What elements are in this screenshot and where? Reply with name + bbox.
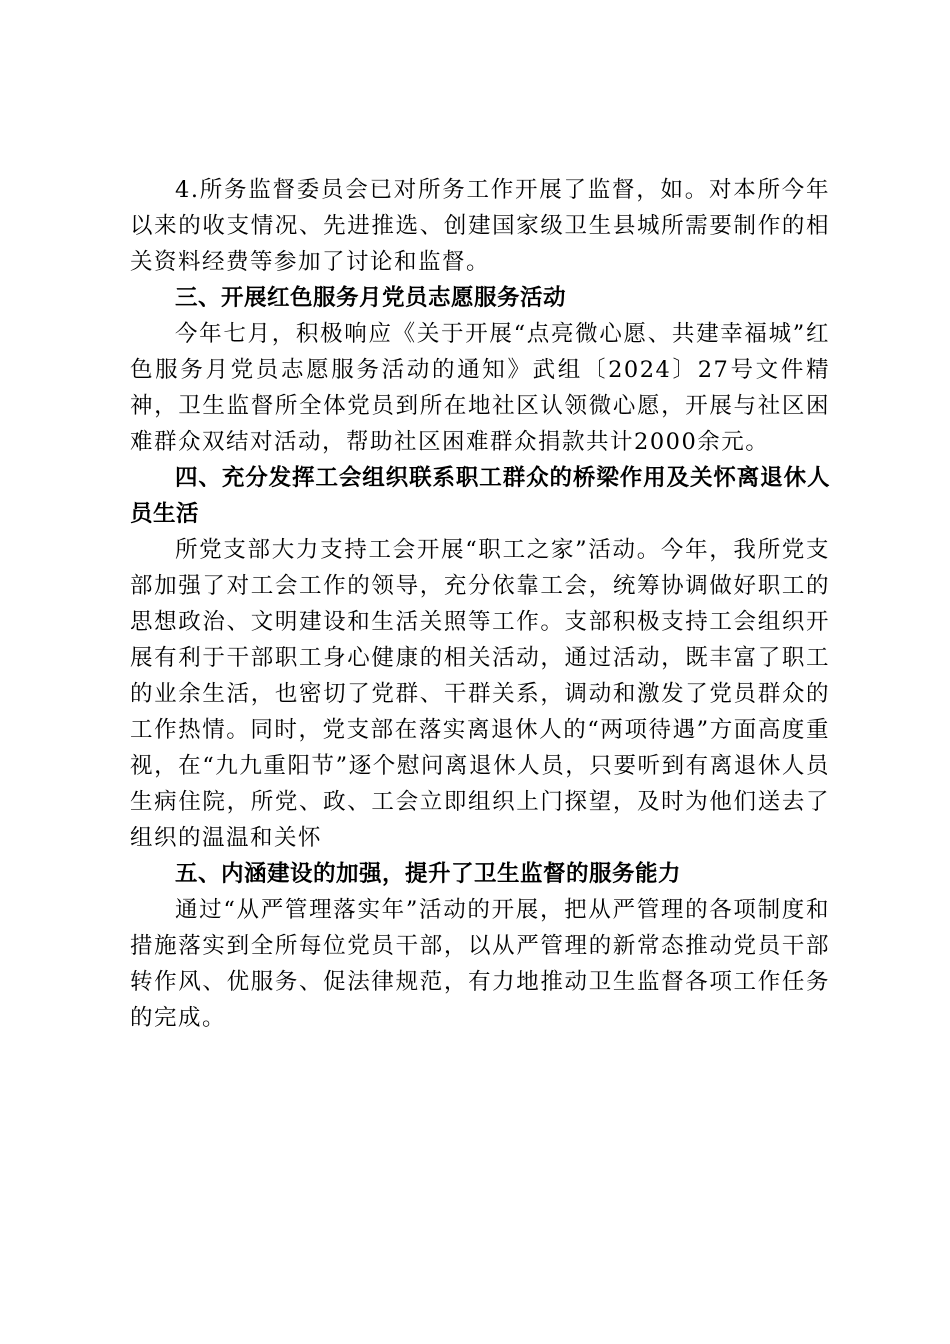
paragraph-strict-management: 通过“从严管理落实年”活动的开展，把从严管理的各项制度和措施落实到全所每位党员干部，以从严管理的新常态推动党员干部转作风、优服务、促法律规范，有力地推动卫生监督各项工作任务的完成。 [130,897,830,1031]
section-heading-5: 五、内涵建设的加强，提升了卫生监督的服务能力 [175,861,682,887]
document-page [130,172,830,1036]
section-heading-4: 四、充分发挥工会组织联系职工群众的桥梁作用及关怀离退休人员生活 [130,465,830,527]
paragraph-volunteer-service: 今年七月，积极响应《关于开展“点亮微心愿、共建幸福城”红色服务月党员志愿服务活动的通知》武组〔2024〕27号文件精神，卫生监督所全体党员到所在地社区认领微心愿，开展与社区困难群众双结对活动，帮助社区困难群众捐款共计2000余元。 [130,321,830,455]
section-heading-3: 三、开展红色服务月党员志愿服务活动 [175,285,567,311]
paragraph-trade-union: 所党支部大力支持工会开展“职工之家”活动。今年，我所党支部加强了对工会工作的领导，充分依靠工会，统筹协调做好职工的思想政治、文明建设和生活关照等工作。支部积极支持工会组织开展有利于干部职工身心健康的相关活动，通过活动，既丰富了职工的业余生活，也密切了党群、干群关系，调动和激发了党员群众的工作热情。同时，党支部在落实离退休人的“两项待遇”方面高度重视，在“九九重阳节”逐个慰问离退休人员，只要听到有离退休人员生病住院，所党、政、工会立即组织上门探望，及时为他们送去了组织的温温和关怀 [130,537,830,851]
paragraph-supervision-committee: 4.所务监督委员会已对所务工作开展了监督，如。对本所今年以来的收支情况、先进推选、创建国家级卫生县城所需要制作的相关资料经费等参加了讨论和监督。 [130,177,830,275]
